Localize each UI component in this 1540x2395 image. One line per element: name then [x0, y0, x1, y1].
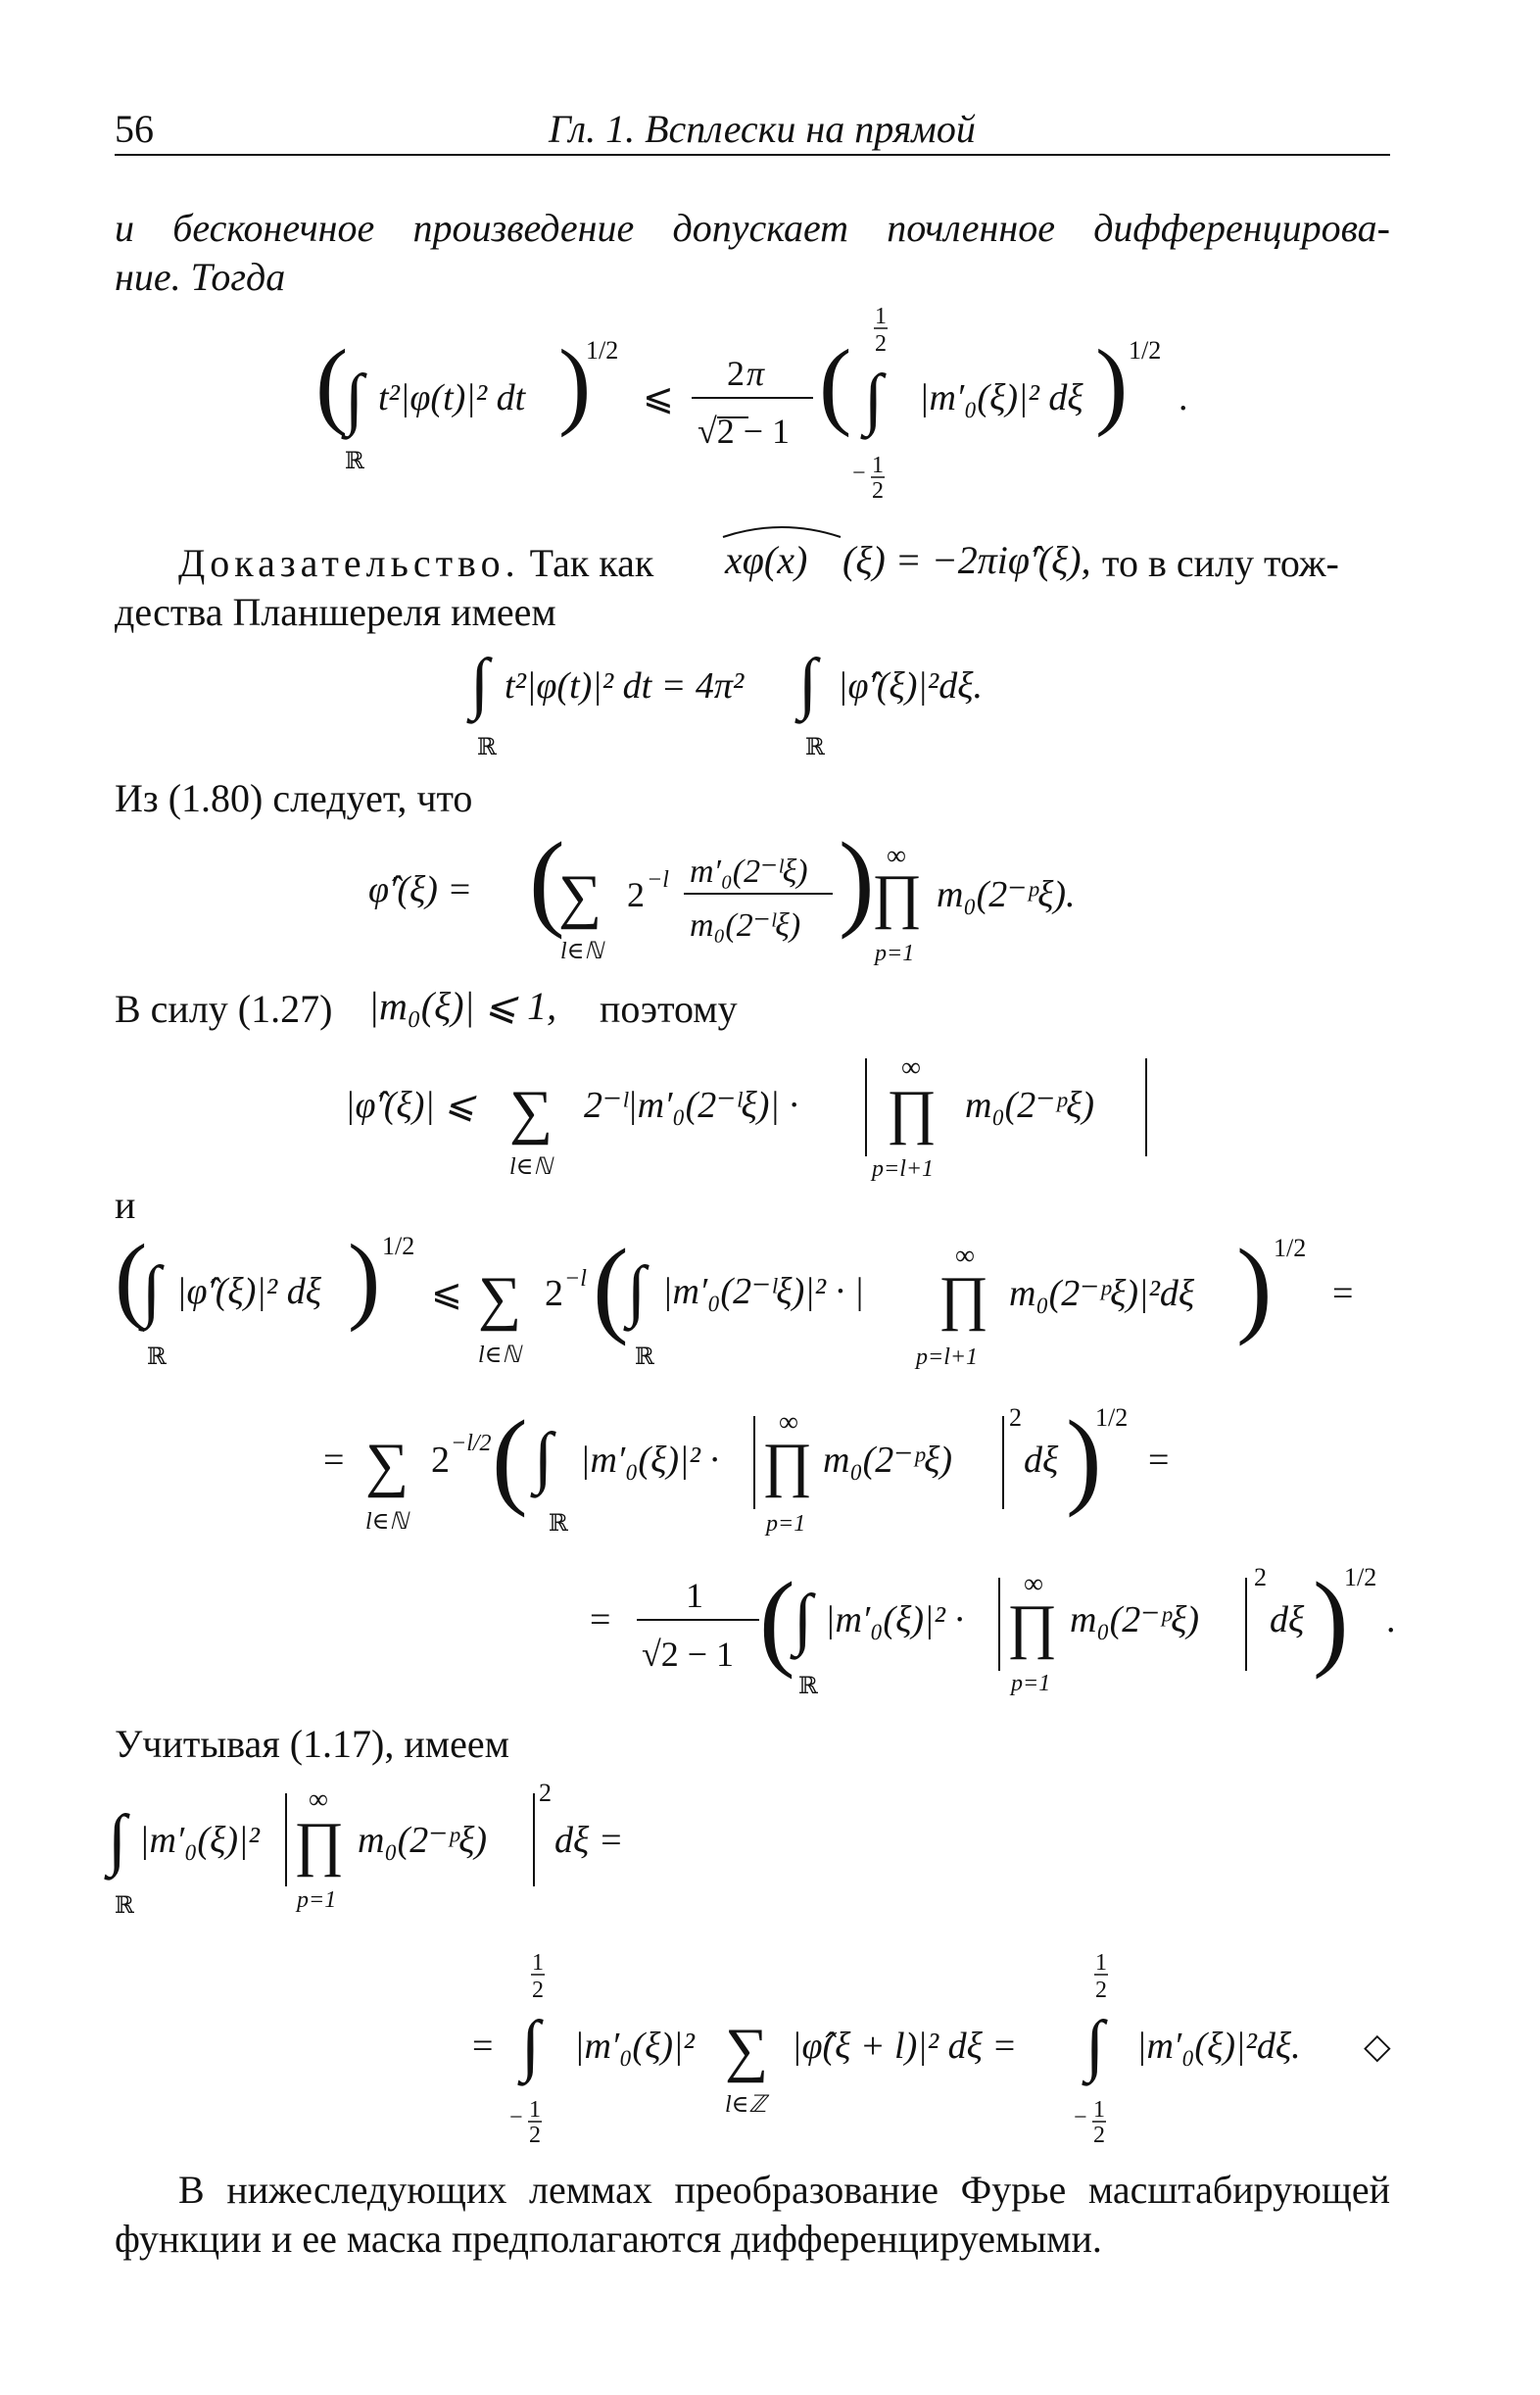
svg-text:m′₀(2⁻ˡξ): m′₀(2⁻ˡξ) [690, 854, 808, 890]
svg-text:l∈ℕ: l∈ℕ [509, 1154, 553, 1180]
svg-text:∫: ∫ [108, 1802, 127, 1878]
running-title: Гл. 1. Всплески на прямой [549, 107, 976, 151]
svg-text:⩽: ⩽ [431, 1273, 462, 1314]
svg-text:∏: ∏ [887, 1079, 938, 1146]
svg-text:ℝ: ℝ [115, 1893, 134, 1919]
svg-text:t²|φ(t)|² dt = 4π²: t²|φ(t)|² dt = 4π² [505, 665, 745, 707]
svg-text:1: 1 [532, 1950, 544, 1976]
svg-text:|φ̂(ξ + l)|² dξ =: |φ̂(ξ + l)|² dξ = [792, 2026, 1018, 2067]
svg-text:l∈ℤ: l∈ℤ [725, 2092, 767, 2118]
svg-text:∫: ∫ [470, 646, 490, 721]
svg-text:m₀(2⁻ᵖξ): m₀(2⁻ᵖξ) [823, 1440, 953, 1481]
svg-text:2: 2 [727, 354, 745, 393]
svg-text:1: 1 [1093, 2097, 1105, 2123]
svg-text:ℝ: ℝ [549, 1511, 568, 1537]
and-word: и [115, 1183, 136, 1227]
svg-text:2: 2 [532, 1978, 544, 2003]
svg-text:∑: ∑ [478, 1265, 522, 1332]
equation-bound [345, 1052, 1146, 1182]
svg-text:dξ: dξ [1024, 1440, 1059, 1481]
svg-text:∫: ∫ [142, 1253, 162, 1329]
svg-text:−: − [509, 2105, 523, 2130]
svg-text:ℝ: ℝ [805, 735, 825, 760]
svg-text:∫: ∫ [1085, 2008, 1105, 2083]
svg-text:−l: −l [647, 867, 669, 893]
by-1-27-tail: поэтому [600, 987, 738, 1031]
svg-text:∫: ∫ [864, 362, 884, 437]
svg-text:m₀(2⁻ᵖξ).: m₀(2⁻ᵖξ). [937, 874, 1076, 915]
svg-text:2: 2 [1009, 1403, 1022, 1432]
svg-text:∏: ∏ [938, 1265, 989, 1332]
equation-final-line-1 [104, 1779, 623, 1919]
svg-text:φ̂′(ξ) =: φ̂′(ξ) = [368, 869, 473, 910]
svg-text:1/2: 1/2 [1095, 1403, 1129, 1432]
svg-text:1: 1 [872, 453, 884, 478]
page-number: 56 [115, 107, 154, 151]
svg-text:dξ =: dξ = [554, 1820, 624, 1861]
svg-text:(: ( [759, 1560, 795, 1680]
svg-text:=: = [472, 2026, 494, 2067]
svg-text:|m′₀(ξ)|² ·: |m′₀(ξ)|² · [825, 1599, 964, 1640]
svg-text:∫: ∫ [345, 362, 364, 437]
svg-text:−: − [852, 461, 866, 486]
equation-derivative [368, 820, 1076, 966]
svg-text:π: π [746, 354, 765, 393]
svg-text:(: ( [529, 820, 565, 940]
equation-1 [315, 304, 1188, 504]
svg-text:(: ( [315, 329, 349, 438]
svg-text:=: = [1148, 1440, 1170, 1481]
svg-text:∞: ∞ [901, 1052, 921, 1083]
equation-plancherel [466, 646, 983, 760]
svg-text:|φ̂′(ξ)| ⩽: |φ̂′(ξ)| ⩽ [345, 1085, 476, 1126]
theorem-text-line-2: ние. Тогда [115, 255, 286, 299]
svg-text:∫: ∫ [794, 1582, 813, 1657]
svg-text:m₀(2⁻ˡξ): m₀(2⁻ˡξ) [690, 907, 801, 944]
svg-text:2: 2 [431, 1440, 450, 1481]
svg-text:.: . [1179, 377, 1188, 418]
svg-text:2: 2 [539, 1779, 552, 1807]
svg-text:√2 − 1: √2 − 1 [698, 412, 791, 451]
svg-text:=: = [323, 1440, 345, 1481]
svg-text:|m′₀(ξ)|²dξ.: |m′₀(ξ)|²dξ. [1136, 2026, 1301, 2067]
svg-text:(: ( [593, 1227, 629, 1346]
svg-text:|m′₀(ξ)|²: |m′₀(ξ)|² [139, 1820, 260, 1861]
svg-text:2: 2 [1095, 1978, 1107, 2003]
svg-text:∞: ∞ [1024, 1569, 1043, 1599]
svg-text:dξ: dξ [1270, 1599, 1305, 1640]
svg-text:m₀(2⁻ᵖξ): m₀(2⁻ᵖξ) [965, 1085, 1095, 1126]
svg-text:|m₀(ξ)| ⩽ 1,: |m₀(ξ)| ⩽ 1, [368, 984, 557, 1028]
svg-text:): ) [1066, 1398, 1102, 1518]
svg-text:∫: ∫ [627, 1253, 647, 1329]
svg-text:): ) [348, 1224, 381, 1333]
svg-text:1: 1 [529, 2097, 541, 2123]
svg-text:(: ( [492, 1398, 528, 1518]
svg-text:): ) [1095, 329, 1129, 438]
svg-text:p=1: p=1 [1011, 1671, 1051, 1696]
svg-text:1/2: 1/2 [382, 1232, 415, 1260]
svg-text:m₀(2⁻ᵖξ)|²dξ: m₀(2⁻ᵖξ)|²dξ [1009, 1273, 1195, 1314]
by-1-27-text: В силу (1.27) [115, 987, 333, 1031]
svg-text:∏: ∏ [762, 1432, 813, 1498]
svg-text:∑: ∑ [365, 1432, 409, 1498]
svg-text:t²|φ(t)|² dt: t²|φ(t)|² dt [378, 377, 526, 418]
svg-text:1: 1 [1095, 1950, 1107, 1976]
svg-text:p=l+1: p=l+1 [916, 1344, 979, 1370]
svg-text:1/2: 1/2 [1129, 336, 1162, 365]
svg-text:∫: ∫ [534, 1420, 553, 1495]
svg-text:∫: ∫ [798, 646, 818, 721]
svg-text:∑: ∑ [558, 863, 602, 930]
svg-text:.: . [1386, 1599, 1396, 1640]
inline-bound [368, 984, 556, 1028]
svg-text:p=l+1: p=l+1 [872, 1156, 935, 1182]
from-1-80-text: Из (1.80) следует, что [115, 776, 473, 820]
svg-text:=: = [590, 1599, 611, 1640]
svg-text:−l/2: −l/2 [451, 1431, 492, 1456]
equation-final-line-2 [472, 1950, 1391, 2148]
svg-text:|φ̂′(ξ)|² dξ: |φ̂′(ξ)|² dξ [176, 1271, 321, 1312]
svg-text:m₀(2⁻ᵖξ): m₀(2⁻ᵖξ) [1070, 1599, 1200, 1640]
final-paragraph-line-1: В нижеследующих леммах преобразование Фурье масштабирующей [178, 2168, 1390, 2212]
svg-text:): ) [1313, 1560, 1349, 1680]
svg-text:1/2: 1/2 [1274, 1234, 1307, 1262]
svg-text:∞: ∞ [779, 1407, 798, 1438]
svg-text:2: 2 [545, 1273, 563, 1314]
svg-text:√2 − 1: √2 − 1 [642, 1635, 735, 1674]
svg-text:∞: ∞ [955, 1241, 975, 1271]
svg-text:p=1: p=1 [766, 1511, 806, 1537]
svg-text:ℝ: ℝ [477, 735, 497, 760]
svg-text:(ξ) = −2πiφ̂′(ξ),: (ξ) = −2πiφ̂′(ξ), [842, 538, 1091, 582]
proof-inline-formula [723, 527, 1091, 582]
final-paragraph-line-2: функции и ее маска предполагаются дифференцируемыми. [115, 2217, 1102, 2261]
svg-text:1: 1 [686, 1576, 703, 1615]
svg-text:l∈ℕ: l∈ℕ [365, 1509, 409, 1535]
svg-text:2: 2 [627, 875, 645, 914]
svg-text:∏: ∏ [294, 1811, 345, 1878]
svg-text:∑: ∑ [725, 2017, 769, 2083]
svg-text:∏: ∏ [872, 863, 923, 930]
svg-text:1/2: 1/2 [1344, 1563, 1377, 1591]
svg-text:1/2: 1/2 [586, 336, 619, 365]
svg-text:|φ̂′(ξ)|²dξ.: |φ̂′(ξ)|²dξ. [838, 665, 983, 707]
svg-text:∞: ∞ [887, 841, 906, 871]
svg-text:=: = [1332, 1273, 1354, 1314]
svg-text:∫: ∫ [521, 2008, 541, 2083]
proof-label: Доказательство. [178, 541, 520, 585]
svg-text:1: 1 [875, 304, 887, 329]
equation-chain-line-1 [115, 1224, 1353, 1370]
svg-text:p=1: p=1 [875, 941, 915, 966]
proof-line-1-tail: то в силу тож- [1102, 541, 1339, 585]
svg-text:p=1: p=1 [297, 1887, 337, 1913]
svg-text:): ) [839, 820, 875, 940]
svg-text:): ) [1236, 1227, 1273, 1346]
proof-line-1-text: Так как [529, 541, 654, 585]
theorem-text-line-1: и бесконечное произведение допускает почленное дифференцирова- [115, 206, 1390, 250]
svg-text:ℝ: ℝ [635, 1344, 654, 1370]
svg-text:⩽: ⩽ [643, 377, 674, 418]
svg-text:|m′₀(ξ)|²: |m′₀(ξ)|² [574, 2026, 695, 2067]
svg-text:): ) [558, 329, 592, 438]
svg-text:ℝ: ℝ [147, 1344, 167, 1370]
svg-text:2: 2 [872, 478, 884, 504]
svg-text:∑: ∑ [509, 1079, 553, 1146]
equation-chain-line-3 [590, 1560, 1396, 1699]
svg-text:2⁻ˡ|m′₀(2⁻ˡξ)| ·: 2⁻ˡ|m′₀(2⁻ˡξ)| · [584, 1085, 798, 1126]
svg-text:2: 2 [1093, 2123, 1105, 2148]
svg-text:(: ( [115, 1224, 148, 1333]
svg-text:∏: ∏ [1007, 1593, 1058, 1660]
svg-text:2: 2 [1254, 1563, 1267, 1591]
svg-text:(: ( [819, 329, 852, 438]
svg-text:l∈ℕ: l∈ℕ [560, 939, 603, 964]
svg-text:|m′₀(2⁻ˡξ)|² · |: |m′₀(2⁻ˡξ)|² · | [662, 1271, 865, 1312]
svg-text:l∈ℕ: l∈ℕ [478, 1343, 521, 1368]
svg-text:xφ(x): xφ(x) [725, 538, 808, 582]
svg-text:ℝ: ℝ [798, 1674, 818, 1699]
svg-text:2: 2 [875, 331, 887, 357]
svg-text:|m′₀(ξ)|² dξ: |m′₀(ξ)|² dξ [919, 377, 1083, 418]
svg-text:ℝ: ℝ [345, 449, 364, 474]
svg-text:∞: ∞ [309, 1784, 328, 1815]
svg-text:−l: −l [564, 1266, 587, 1292]
qed-symbol: ◇ [1364, 2027, 1391, 2066]
svg-text:2: 2 [529, 2123, 541, 2148]
proof-line-2: дества Планшереля имеем [115, 590, 556, 634]
svg-text:−: − [1074, 2105, 1087, 2130]
given-1-17-text: Учитывая (1.17), имеем [115, 1722, 509, 1766]
svg-text:m₀(2⁻ᵖξ): m₀(2⁻ᵖξ) [358, 1820, 488, 1861]
svg-text:|m′₀(ξ)|² ·: |m′₀(ξ)|² · [580, 1440, 719, 1481]
equation-chain-line-2 [323, 1398, 1169, 1537]
